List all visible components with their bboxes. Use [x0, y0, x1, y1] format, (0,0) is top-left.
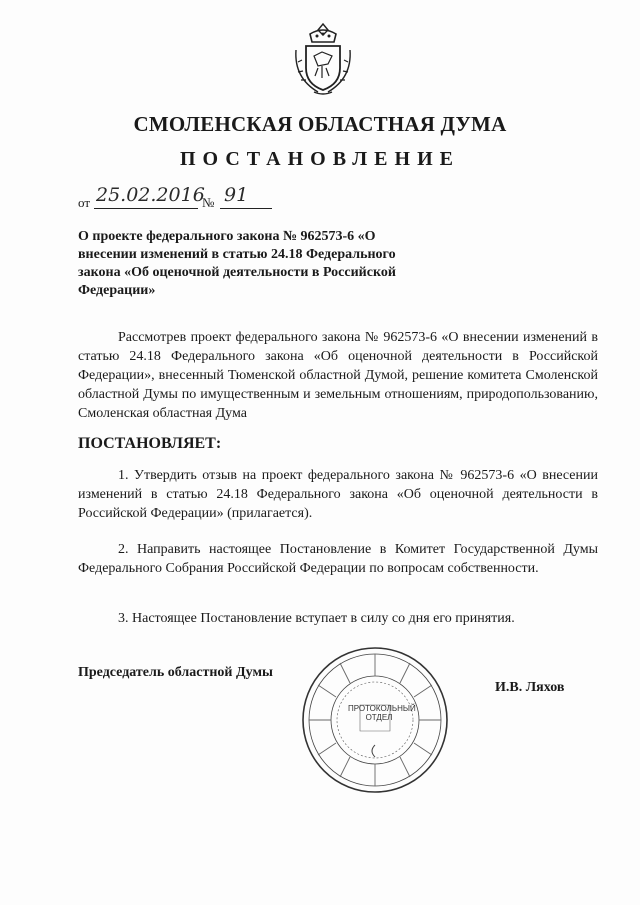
- document-type-title: ПОСТАНОВЛЕНИЕ: [180, 148, 460, 170]
- handwritten-number: 91: [224, 184, 249, 206]
- number-label: №: [202, 195, 215, 210]
- date-and-number-line: [78, 186, 278, 210]
- signatory-name: И.В. Ляхов: [495, 680, 565, 695]
- resolution-item-3: 3. Настоящее Постановление вступает в силу со дня его принятия.: [118, 611, 515, 626]
- organization-name: СМОЛЕНСКАЯ ОБЛАСТНАЯ ДУМА: [133, 112, 507, 136]
- resolution-item-1: 1. Утвердить отзыв на проект федерального закона № 962573-6 «О внесении изменений в статью 24.18 Федерального закона «Об оценочной деятельности в Российской Федерации» (прилагается).: [78, 468, 598, 521]
- resolution-item-2: 2. Направить настоящее Постановление в Комитет Государственной Думы Федерального Собрания Российской Федерации по вопросам собственности.: [78, 542, 598, 576]
- date-prefix-label: от: [78, 195, 91, 210]
- seal-inner-label: ПРОТОКОЛЬНЫЙ ОТДЕЛ: [348, 704, 416, 722]
- preamble-paragraph: Рассмотрев проект федерального закона № 962573-6 «О внесении изменений в статью 24.18 Федерального закона «Об оценочной деятельности в Российской Федерации», внесенный Тюменской областной Думой, решение комитета Смоленской областной Думы по имущественным и земельным отношениям, природопользованию, Смоленская областная Дума: [78, 330, 598, 421]
- handwritten-date: 25.02.2016: [96, 184, 205, 206]
- resolves-heading: ПОСТАНОВЛЯЕТ:: [78, 435, 222, 452]
- signatory-title: Председатель областной Думы: [78, 665, 273, 680]
- coat-of-arms-icon: [292, 22, 354, 98]
- document-subject: О проекте федерального закона № 962573-6 «О внесении изменений в статью 24.18 Федерального закона «Об оценочной деятельности в Российской Федерации»: [78, 229, 396, 298]
- date-underline: [94, 208, 198, 209]
- number-underline: [220, 208, 272, 209]
